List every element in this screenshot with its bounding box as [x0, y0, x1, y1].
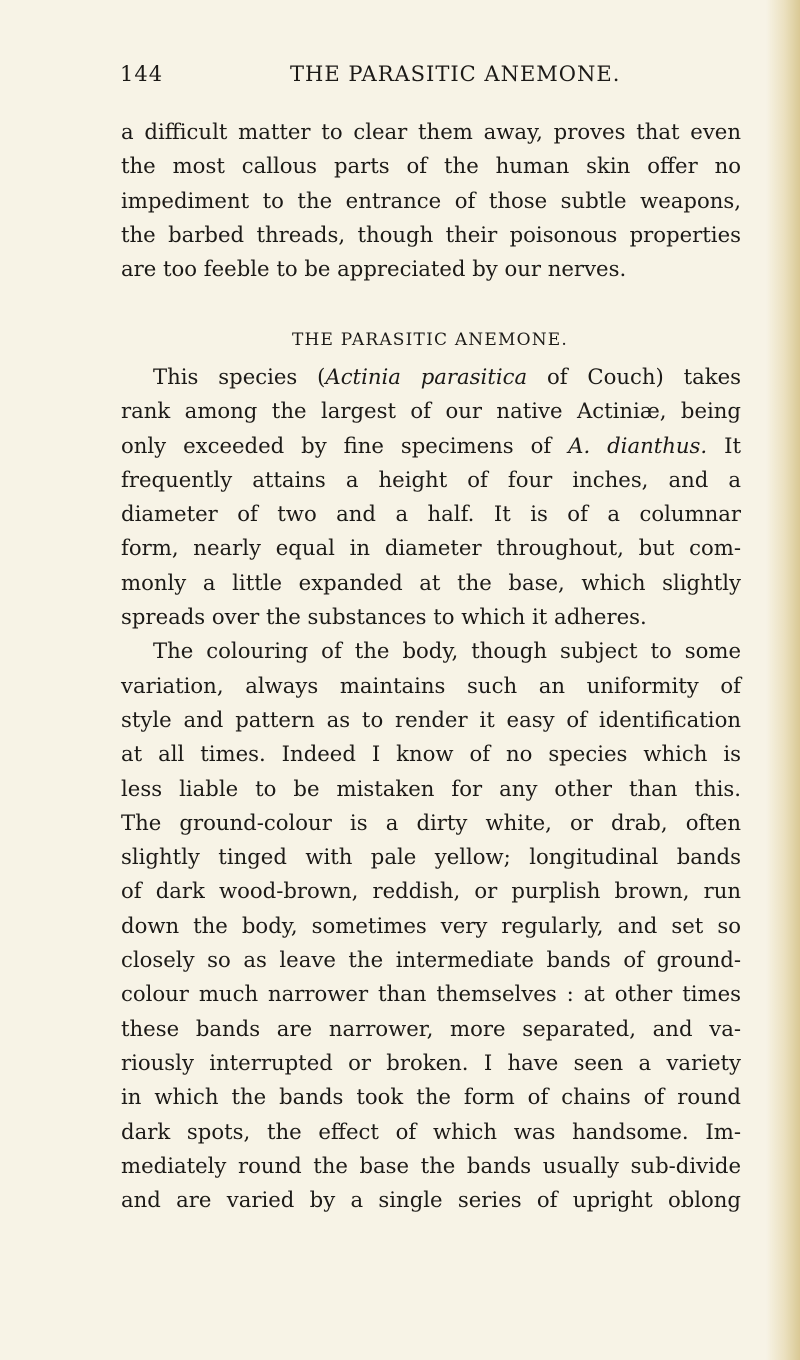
text-line: frequently attains a height of four inches, and a	[121, 466, 741, 492]
text-line: the barbed threads, though their poisonous properties	[121, 221, 741, 247]
text-line: colour much narrower than themselves : at other times	[121, 981, 741, 1007]
page-header	[120, 62, 740, 92]
text-line: down the body, sometimes very regularly, and set so	[121, 912, 741, 938]
text-line: less liable to be mistaken for any other than this.	[121, 775, 741, 801]
text-run: of Couch) takes	[527, 364, 741, 389]
text-line: The ground-colour is a dirty white, or drab, often	[121, 809, 741, 835]
page-edge-shadow	[766, 0, 800, 1360]
text-line: spreads over the substances to which it adheres.	[121, 604, 647, 630]
text-line: are too feeble to be appreciated by our nerves.	[121, 256, 627, 282]
text-line: dark spots, the effect of which was handsome. Im-	[121, 1118, 741, 1144]
text-line: diameter of two and a half. It is of a columnar	[121, 501, 741, 527]
text-line: monly a little expanded at the base, which slightly	[121, 569, 741, 595]
continued-paragraph	[121, 115, 741, 286]
species-paragraph	[121, 360, 741, 1217]
text-line	[121, 429, 741, 463]
section-heading: THE PARASITIC ANEMONE.	[291, 330, 569, 350]
text-line	[121, 360, 741, 394]
text-line: impediment to the entrance of those subtle weapons,	[121, 187, 741, 213]
text-line: style and pattern as to render it easy of identification	[121, 706, 741, 732]
text-line: a difficult matter to clear them away, proves that even	[121, 119, 741, 144]
species-name: Actinia parasitica	[325, 364, 528, 389]
text-line: mediately round the base the bands usually sub-divide	[121, 1152, 741, 1178]
text-line: of dark wood-brown, reddish, or purplish brown, run	[121, 878, 741, 904]
text-line: riously interrupted or broken. I have seen a variety	[121, 1049, 741, 1075]
text-line: variation, always maintains such an uniformity of	[121, 672, 741, 698]
text-line: slightly tinged with pale yellow; longitudinal bands	[121, 844, 741, 870]
text-run: only exceeded by fine specimens of	[121, 432, 569, 458]
text-line: and are varied by a single series of upright oblong	[121, 1187, 741, 1213]
species-name: A. dianthus.	[568, 432, 708, 458]
text-run: It	[707, 432, 741, 458]
text-line: these bands are narrower, more separated, and va-	[121, 1015, 741, 1041]
text-line: closely so as leave the intermediate bands of ground-	[121, 947, 741, 973]
text-line: at all times. Indeed I know of no species which is	[121, 741, 741, 767]
text-line: in which the bands took the form of chains of round	[121, 1084, 741, 1110]
text-line: the most callous parts of the human skin offer no	[121, 153, 741, 179]
text-line: form, nearly equal in diameter throughout, but com-	[121, 535, 741, 561]
page-number: 144	[120, 62, 164, 86]
text-line: The colouring of the body, though subject to some	[153, 638, 741, 664]
text-line: rank among the largest of our native Actiniæ, being	[121, 398, 741, 424]
running-head: THE PARASITIC ANEMONE.	[290, 62, 621, 86]
text-run: This species (	[153, 364, 326, 389]
